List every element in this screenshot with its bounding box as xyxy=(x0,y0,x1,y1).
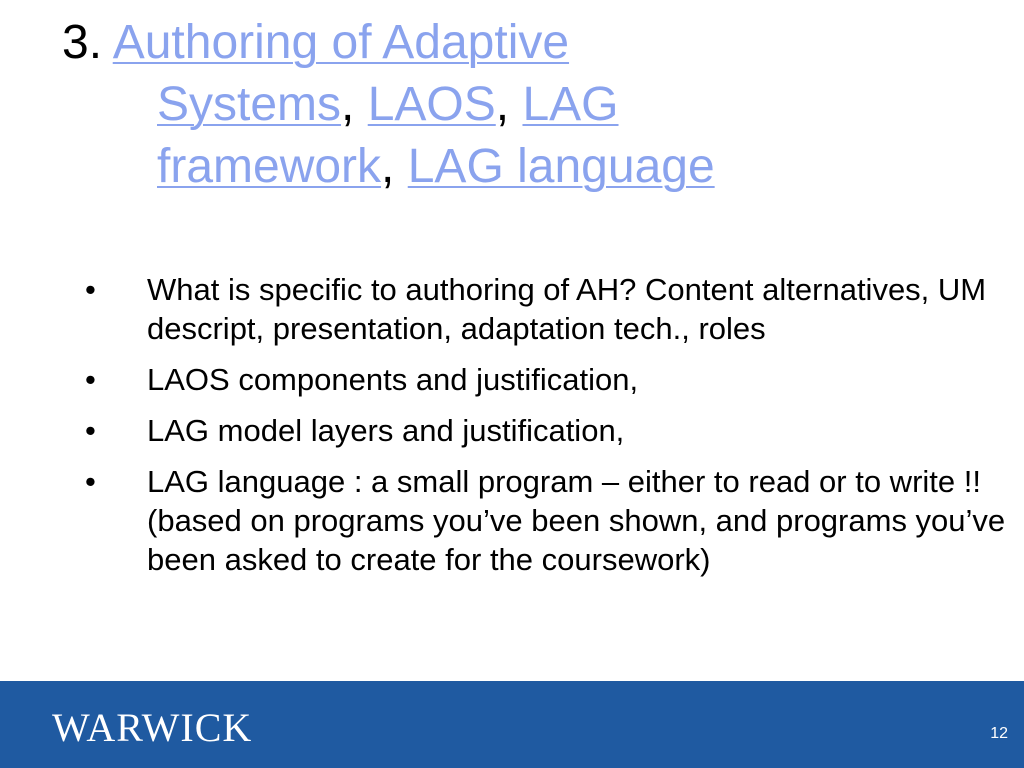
bullet-icon: • xyxy=(85,272,96,307)
title-separator: , xyxy=(341,78,355,131)
link-laos[interactable]: LAOS xyxy=(367,78,496,131)
bullet-icon: • xyxy=(85,362,96,397)
bullet-text: LAOS components and justification, xyxy=(147,362,639,397)
bullet-icon: • xyxy=(85,464,96,499)
slide-title xyxy=(62,12,962,198)
list-item xyxy=(85,270,1010,348)
link-authoring-adaptive-systems[interactable]: Authoring of Adaptive xyxy=(112,16,570,69)
link-lag-language[interactable]: LAG language xyxy=(407,140,715,193)
list-item xyxy=(85,462,1010,579)
link-lag-framework-cont[interactable]: framework xyxy=(157,140,382,193)
title-separator: , xyxy=(495,78,510,131)
title-line-1 xyxy=(62,12,962,74)
warwick-logo xyxy=(52,697,252,757)
list-item xyxy=(85,411,1010,450)
bullet-text: LAG model layers and justification, xyxy=(147,413,625,448)
list-item xyxy=(85,360,1010,399)
bullet-icon: • xyxy=(85,413,96,448)
bullet-list xyxy=(85,270,1010,591)
title-line-2 xyxy=(62,74,962,136)
link-authoring-adaptive-systems-cont[interactable]: Systems xyxy=(157,78,342,131)
footer-bar xyxy=(0,681,1024,768)
bullet-text: LAG language : a small program – either to read or to write !! (based on programs you’ve been shown, and programs you’ve been asked to create for the coursework) xyxy=(147,464,1006,577)
logo-text: WARWICK xyxy=(52,704,253,750)
title-separator: , xyxy=(381,140,395,193)
slide-number: 12 xyxy=(990,725,1008,742)
link-lag-framework[interactable]: LAG xyxy=(522,78,619,131)
bullet-text: What is specific to authoring of AH? Content alternatives, UM descript, presentation, adaptation tech., roles xyxy=(147,272,987,346)
title-number: 3. xyxy=(62,16,103,69)
title-line-3 xyxy=(62,136,962,198)
